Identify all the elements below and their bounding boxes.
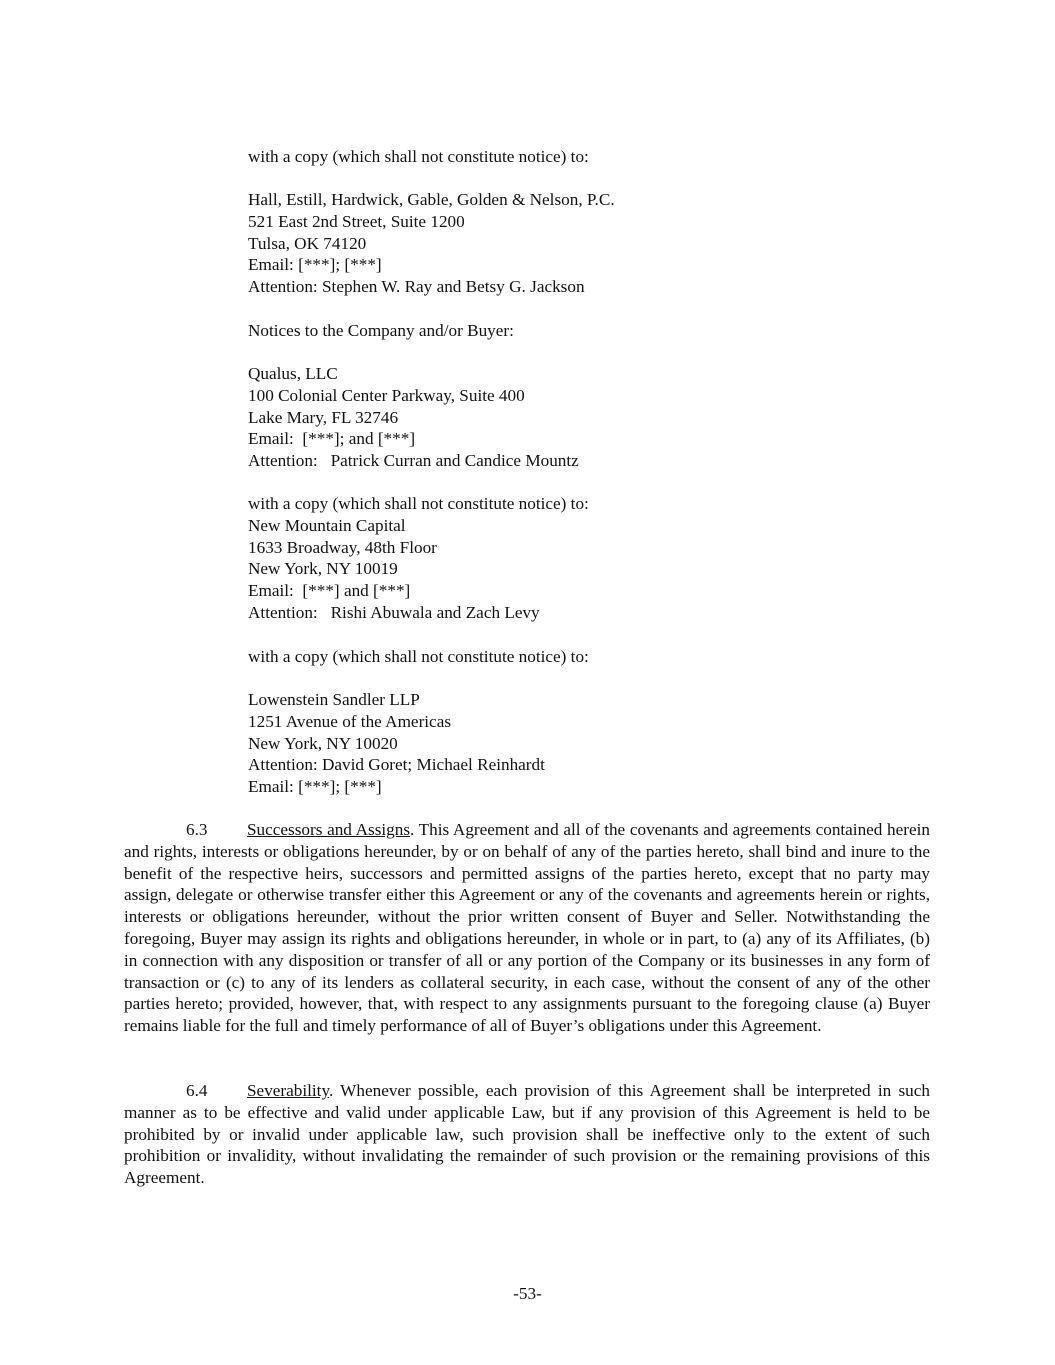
company-name: New Mountain Capital — [248, 515, 406, 535]
company-buyer-heading — [248, 320, 514, 342]
attention-line: Attention: Patrick Curran and Candice Mountz — [248, 451, 579, 471]
street-address: 521 East 2nd Street, Suite 1200 — [248, 211, 465, 231]
street-address: 1633 Broadway, 48th Floor — [248, 537, 437, 557]
section-6-4 — [124, 1080, 930, 1189]
qualus-address — [248, 363, 579, 472]
copy-intro-text: with a copy (which shall not constitute notice) to: — [248, 494, 589, 513]
email-line: Email: [***]; [***] — [248, 777, 382, 797]
city-state-zip: Tulsa, OK 74120 — [248, 233, 367, 253]
firm-name: Hall, Estill, Hardwick, Gable, Golden & Nelson, P.C. — [248, 190, 615, 209]
section-body: . This Agreement and all of the covenants and agreements contained herein and rights, interests or obligations hereunder, by or on behalf of any of the parties hereto, shall bind and inure to the benefit of the respective heirs, successors and permitted assigns of the parties hereto, except that no party may assign, delegate or otherwise transfer either this Agreement or any of the covenants and agreements herein or rights, interests or obligations hereunder, without the prior written consent of Buyer and Seller. Notwithstanding the foregoing, Buyer may assign its rights and obligations hereunder, in whole or in part, to (a) any of its Affiliates, (b) in connection with any disposition or transfer of all or any portion of the Company or its businesses in any form of transaction or (c) to any of its lenders as collateral security, in each case, without the consent of any of the other parties hereto; provided, however, that, with respect to any assignments pursuant to the foregoing clause (a) Buyer remains liable for the full and timely performance of all of Buyer’s obligations under this Agreement. — [124, 820, 930, 1036]
section-6-3 — [124, 819, 930, 1037]
city-state-zip: New York, NY 10020 — [248, 733, 398, 753]
copy-intro-3 — [248, 646, 589, 668]
section-title: Successors and Assigns — [247, 820, 411, 839]
street-address: 1251 Avenue of the Americas — [248, 711, 452, 731]
street-address: 100 Colonial Center Parkway, Suite 400 — [248, 385, 525, 405]
section-number: 6.4 — [186, 1081, 208, 1100]
copy-intro-text: with a copy (which shall not constitute notice) to: — [248, 147, 589, 166]
attention-line: Attention: David Goret; Michael Reinhardt — [248, 755, 545, 775]
section-title: Severability — [247, 1081, 329, 1100]
section-number: 6.3 — [186, 820, 208, 839]
city-state-zip: New York, NY 10019 — [248, 559, 398, 579]
company-name: Qualus, LLC — [248, 364, 338, 383]
section-body: . Whenever possible, each provision of this Agreement shall be interpreted in such manner as to be effective and valid under applicable Law, but if any provision of this Agreement is held to be prohibited by or invalid under applicable law, such provision shall be ineffective only to the extent of such prohibition or invalidity, without invalidating the remainder of such provision or the remaining provisions of this Agreement. — [124, 1081, 930, 1188]
attention-line: Attention: Rishi Abuwala and Zach Levy — [248, 602, 540, 622]
email-line: Email: [***]; [***] — [248, 255, 382, 275]
page-number: -53- — [513, 1284, 542, 1303]
copy-intro-1 — [248, 146, 589, 168]
attention-line: Attention: Stephen W. Ray and Betsy G. Jackson — [248, 277, 585, 297]
copy-intro-text: with a copy (which shall not constitute notice) to: — [248, 647, 589, 666]
email-line: Email: [***] and [***] — [248, 581, 411, 601]
firm-name: Lowenstein Sandler LLP — [248, 690, 420, 709]
email-line: Email: [***]; and [***] — [248, 429, 416, 449]
lowenstein-address — [248, 689, 545, 798]
hall-estill-address — [248, 189, 615, 298]
city-state-zip: Lake Mary, FL 32746 — [248, 407, 399, 427]
notices-heading: Notices to the Company and/or Buyer: — [248, 321, 514, 340]
new-mountain-address — [248, 493, 589, 624]
